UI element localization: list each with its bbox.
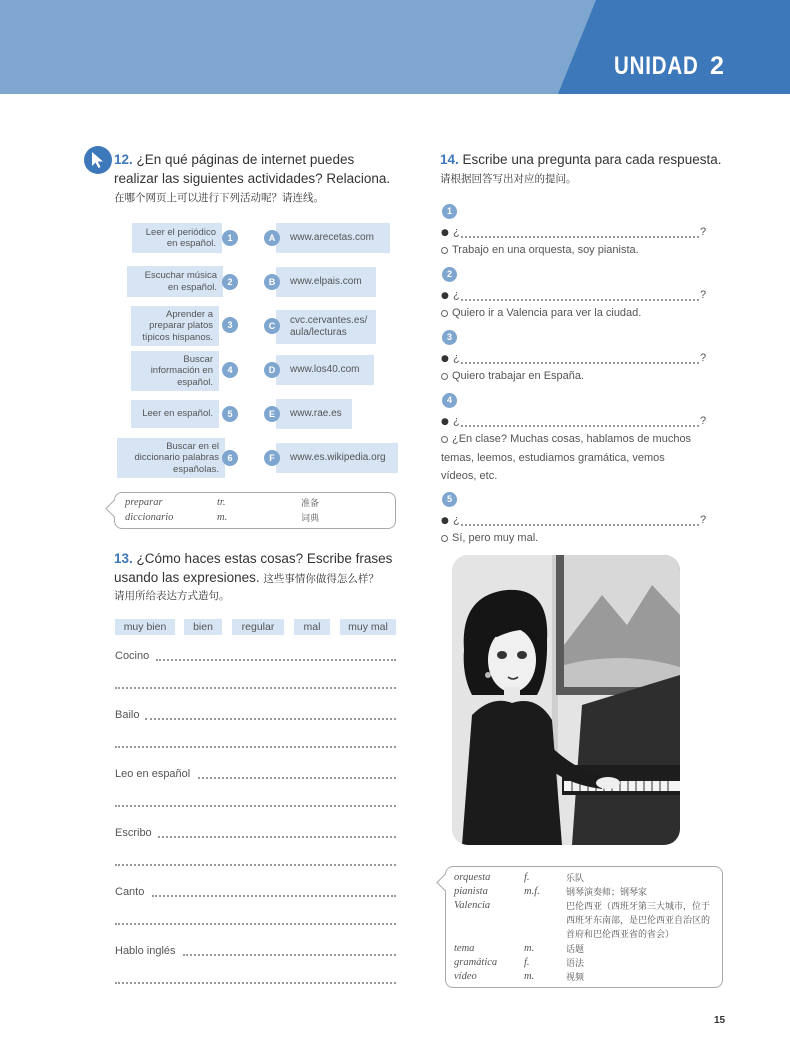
glossary-pos: f. [524,957,530,968]
glossary-pos: m. [217,512,228,523]
ex13-title-line2-es: usando las expresiones. [114,570,260,585]
question-close: ? [700,289,707,301]
website-letter-e: E [264,406,280,422]
expression-chip: muy bien [115,619,175,635]
answer-line[interactable] [115,923,396,925]
ex13-title-line1 [114,550,392,568]
question-number: 2 [442,267,457,282]
glossary-zh: 首府和巴伦西亚省的省会） [566,930,675,940]
question-line[interactable] [461,425,699,427]
glossary-word: preparar [125,497,163,508]
answer-line[interactable] [115,982,396,984]
activity-num-4: 4 [222,362,238,378]
bullet-icon: ● [441,291,449,301]
glossary-pos: tr. [217,497,226,508]
glossary-pos: m. [524,971,535,982]
answer-line[interactable] [198,777,396,779]
ex14-glossary [445,866,723,988]
ex14-number: 14. [440,152,459,167]
bullet-icon: ● [441,354,449,364]
glossary-zh: 钢琴演奏师；钢琴家 [566,888,648,898]
expression-chip: mal [294,619,330,635]
glossary-zh: 词典 [301,514,320,524]
question-open: ¿ [453,352,460,364]
sentence-prompt: Hablo inglés [115,945,176,957]
activity-num-2: 2 [222,274,238,290]
glossary-word: gramática [454,957,498,968]
glossary-pos: m. [524,943,535,954]
answer-text: ¿En clase? Muchas cosas, hablamos de muchos [452,433,692,445]
glossary-zh: 乐队 [566,874,585,884]
sentence-prompt: Bailo [115,709,140,721]
question-open: ¿ [453,226,460,238]
question-number: 4 [442,393,457,408]
question-line[interactable] [461,524,699,526]
answer-text: Trabajo en una orquesta, soy pianista. [452,244,639,256]
glossary-pos: f. [524,872,530,883]
answer-text: vídeos, etc. [441,470,498,482]
glossary-zh: 话题 [566,945,585,955]
answer-line[interactable] [152,895,396,897]
activity-num-5: 5 [222,406,238,422]
answer-circle-icon [441,310,448,317]
question-number: 3 [442,330,457,345]
ex13-title-zh: 请用所给表达方式造句。 [114,590,230,602]
ex14-title-zh: 请根据回答写出对应的提问。 [440,173,577,185]
website-d: www.los40.com [276,355,374,385]
website-e: www.rae.es [276,399,352,429]
question-line[interactable] [461,362,699,364]
activity-2: Escuchar música en español. [127,266,223,297]
activity-3: Aprender a preparar platos típicos hispanos. [131,306,219,346]
question-line[interactable] [461,299,699,301]
activity-4: Buscar información en español. [131,351,219,391]
answer-text: temas, leemos, estudiamos gramática, vemos [441,452,665,464]
answer-line[interactable] [115,687,396,689]
website-letter-d: D [264,362,280,378]
glossary-word: orquesta [454,872,491,883]
ex13-title-text: ¿Cómo haces estas cosas? Escribe frases [136,551,393,566]
answer-text: Sí, pero muy mal. [452,532,539,544]
question-number: 1 [442,204,457,219]
answer-text: Quiero ir a Valencia para ver la ciudad. [452,307,642,319]
website-letter-f: F [264,450,280,466]
activity-num-6: 6 [222,450,238,466]
glossary-zh: 西班牙东南部，是巴伦西亚自治区的 [566,916,711,926]
unit-number: 2 [710,52,724,80]
activity-6: Buscar en el diccionario palabras españolas. [117,438,225,478]
expression-chip: muy mal [340,619,396,635]
bullet-icon: ● [441,417,449,427]
ex14-title-text: Escribe una pregunta para cada respuesta. [462,152,722,167]
unit-label: UNIDAD [614,52,699,80]
website-c: cvc.cervantes.es/ aula/lecturas [276,310,376,344]
answer-line[interactable] [115,805,396,807]
activity-1: Leer el periódico en español. [132,223,222,253]
question-open: ¿ [453,514,460,526]
question-close: ? [700,415,707,427]
question-close: ? [700,514,707,526]
cursor-icon [84,146,112,174]
glossary-zh: 语法 [566,959,585,969]
ex12-title-line1 [114,151,354,169]
page-number: 15 [714,1015,726,1026]
question-number: 5 [442,492,457,507]
ex13-number: 13. [114,551,133,566]
glossary-word: Valencia [454,900,491,911]
expression-chip: bien [184,619,222,635]
question-close: ? [700,226,707,238]
glossary-zh: 视频 [566,973,585,983]
answer-circle-icon [441,436,448,443]
answer-line[interactable] [183,954,396,956]
answer-circle-icon [441,247,448,254]
glossary-zh: 准备 [301,499,320,509]
answer-text: Quiero trabajar en España. [452,370,585,382]
ex12-glossary [114,492,396,529]
website-b: www.elpais.com [276,267,376,297]
ex12-title-line2: realizar las siguientes actividades? Relaciona. [114,171,391,186]
answer-line[interactable] [115,746,396,748]
sentence-prompt: Cocino [115,650,150,662]
question-open: ¿ [453,289,460,301]
answer-line[interactable] [158,836,396,838]
website-letter-a: A [264,230,280,246]
activity-num-1: 1 [222,230,238,246]
expression-chip: regular [232,619,284,635]
bullet-icon: ● [441,228,449,238]
ex13-title-line2-zh: 这些事情你做得怎么样？ [263,573,379,585]
activity-5: Leer en español. [131,400,219,428]
glossary-pos: m.f. [524,886,540,897]
sentence-prompt: Escribo [115,827,152,839]
glossary-zh: 巴伦西亚（西班牙第三大城市，位于 [566,902,711,912]
ex13-title-line2 [114,569,379,587]
question-close: ? [700,352,707,364]
pianist-illustration [452,555,680,845]
glossary-word: vídeo [454,971,477,982]
answer-circle-icon [441,535,448,542]
glossary-word: pianista [454,886,488,897]
ex12-title-text: ¿En qué páginas de internet puedes [136,152,355,167]
sentence-prompt: Leo en español [115,768,191,780]
question-line[interactable] [461,236,699,238]
answer-line[interactable] [145,718,396,720]
ex14-title [440,151,721,169]
bullet-icon: ● [441,516,449,526]
answer-line[interactable] [115,864,396,866]
ex12-number: 12. [114,152,133,167]
sentence-prompt: Canto [115,886,145,898]
glossary-word: diccionario [125,512,174,523]
website-a: www.arecetas.com [276,223,390,253]
website-letter-c: C [264,318,280,334]
glossary-word: tema [454,943,475,954]
website-letter-b: B [264,274,280,290]
question-open: ¿ [453,415,460,427]
activity-num-3: 3 [222,317,238,333]
answer-line[interactable] [156,659,396,661]
answer-circle-icon [441,373,448,380]
website-f: www.es.wikipedia.org [276,443,398,473]
ex12-title-zh: 在哪个网页上可以进行下列活动呢？请连线。 [114,192,324,204]
